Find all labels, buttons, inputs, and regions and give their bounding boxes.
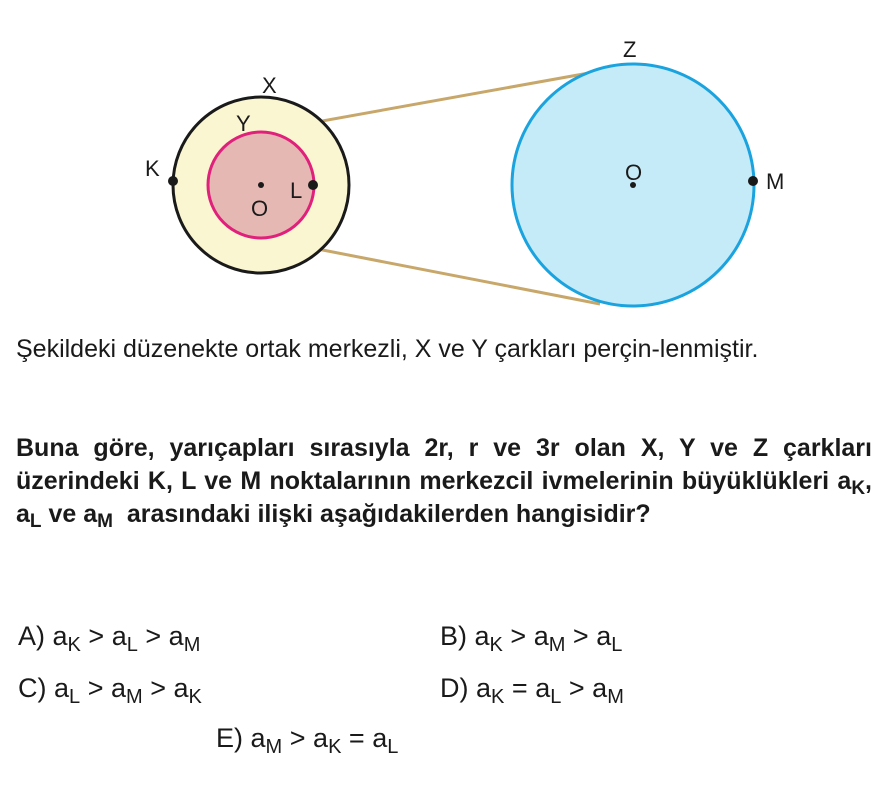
pulley-diagram [0, 0, 886, 320]
label-z: Z [623, 37, 637, 62]
intro-text: Şekildeki düzenekte ortak merkezli, X ve Y çarkları perçin-lenmiştir. [16, 335, 759, 363]
label-x: X [262, 73, 277, 98]
option-c[interactable]: C) $a_L > a_M > a_K$ [18, 673, 202, 708]
point-l [308, 180, 318, 190]
option-d[interactable]: D) $a_K = a_L > a_M$ [440, 673, 624, 708]
question-text: Buna göre, yarıçapları sırasıyla 2r, r ve 3r olan X, Y ve Z çarkları üzerindeki K, L ve M noktalarının merkezcil ivmelerinin büyüklükleri $a_K$, $a_L$ ve $a_M$ arasındaki ilişki aşağıdakilerden hangisidir? [16, 434, 872, 532]
option-a[interactable]: A) $a_K > a_L > a_M$ [18, 621, 201, 656]
label-o-right: O [625, 160, 643, 185]
label-l: L [290, 178, 303, 203]
option-e[interactable]: E) $a_M > a_K = a_L$ [216, 723, 399, 758]
center-left [258, 182, 264, 188]
label-o-left: O [251, 196, 269, 221]
label-k: K [145, 156, 160, 181]
label-y: Y [236, 111, 251, 136]
point-m [748, 176, 758, 186]
point-k [168, 176, 178, 186]
label-m: M [766, 169, 785, 194]
option-b[interactable]: B) $a_K > a_M > a_L$ [440, 621, 623, 656]
